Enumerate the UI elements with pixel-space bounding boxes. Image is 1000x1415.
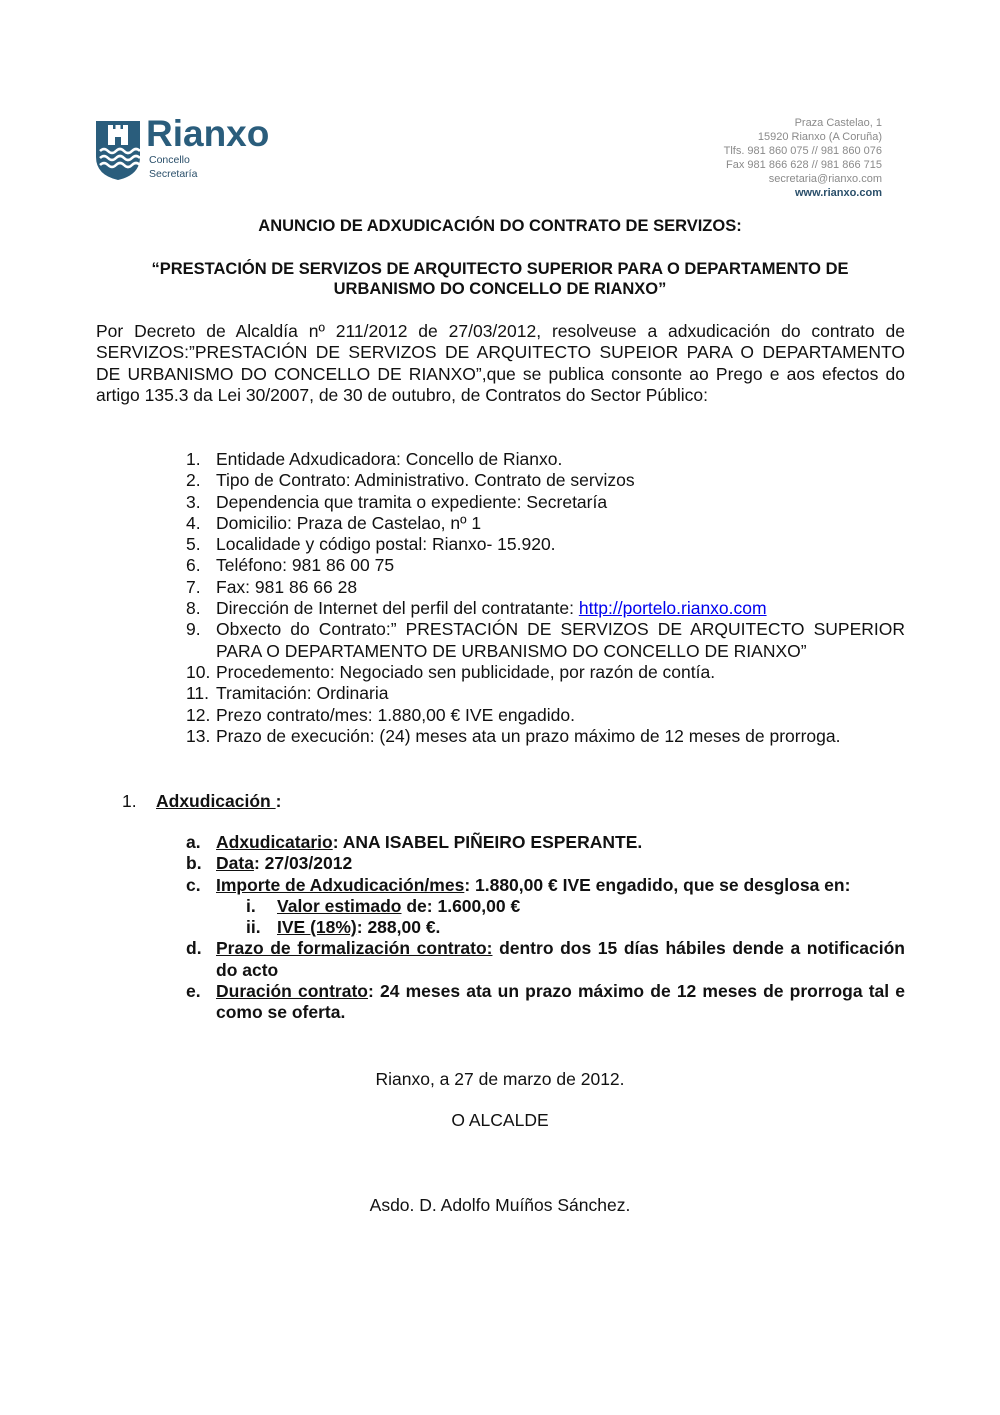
section-title [156, 791, 281, 812]
list-item [96, 662, 905, 683]
place-and-date: Rianxo, a 27 de marzo de 2012. [375, 1069, 625, 1089]
list-item-number: 7. [186, 576, 201, 597]
document-title: ANUNCIO DE ADXUDICACIÓN DO CONTRATO DE SERVIZOS: [258, 217, 742, 235]
list-item-number: 4. [186, 512, 201, 533]
detail-letter: e. [186, 981, 201, 1002]
mayor-title: O ALCALDE [451, 1110, 549, 1130]
section-colon: : [275, 791, 282, 811]
contract-title [96, 259, 904, 299]
rianxo-shield-icon [94, 119, 142, 181]
detail-letter: b. [186, 853, 202, 874]
detail-letter: d. [186, 938, 202, 959]
address-line: Praza Castelao, 1 [794, 117, 882, 129]
list-item-number: 12. [186, 704, 211, 725]
list-item [96, 726, 905, 747]
detail-value: dentro dos 15 días hábiles dende a notificación do acto [216, 938, 906, 980]
detail-label: Data [216, 853, 254, 874]
detail-letter: a. [186, 832, 201, 852]
detail-value: : 24 meses ata un prazo máximo de 12 meses de prorroga tal e como se oferta. [216, 981, 905, 1023]
detail-label: Prazo de formalización contrato: [216, 938, 493, 959]
list-item-text: Dependencia que tramita o expediente: Secretaría [216, 491, 608, 512]
detail-label: IVE (18%) [277, 917, 357, 938]
award-details [96, 832, 905, 1024]
list-item-number: 6. [186, 555, 201, 576]
detail-value: de: 1.600,00 € [401, 895, 521, 916]
list-item-text: Tipo de Contrato: Administrativo. Contrato de servizos [216, 470, 635, 491]
list-item [96, 449, 905, 470]
list-item-text: Domicilio: Praza de Castelao, nº 1 [216, 512, 482, 533]
list-item [96, 534, 905, 555]
list-item [96, 555, 905, 576]
detail-label: Valor estimado [277, 895, 402, 916]
concello-logo [94, 113, 314, 185]
list-item-text: Entidade Adxudicadora: Concello de Rianxo. [216, 449, 563, 469]
detail-roman: i. [246, 895, 256, 916]
list-item-number: 2. [186, 470, 201, 491]
detail-label: Importe de Adxudicación/mes [216, 874, 465, 895]
contract-info-list [96, 449, 905, 747]
logo-wordmark: Rianxo [146, 113, 270, 154]
list-item [96, 705, 905, 726]
detail-item-amount [96, 875, 905, 896]
list-item [96, 619, 905, 662]
detail-subitem-vat [96, 917, 905, 938]
list-item-number: 3. [186, 491, 201, 512]
list-item-text: Obxecto do Contrato:” PRESTACIÓN DE SERVIZOS DE ARQUITECTO SUPERIOR PARA O DEPARTAMENTO DE URBANISMO DO CONCELLO DE RIANXO” [216, 619, 905, 661]
logo-subtitle-secretaria: Secretaría [149, 168, 198, 180]
list-item-number: 8. [186, 598, 201, 619]
list-item-text: Localidade y código postal: Rianxo- 15.920. [216, 534, 556, 555]
detail-letter: c. [186, 874, 201, 895]
profile-url-link[interactable]: http://portelo.rianxo.com [578, 598, 767, 619]
list-item-text: Fax: 981 86 66 28 [216, 576, 358, 597]
logo-subtitle-concello: Concello [149, 154, 190, 166]
section-number: 1. [122, 791, 137, 811]
detail-item-awardee [96, 832, 905, 853]
list-item [96, 513, 905, 534]
list-item-text: Prazo de execución: (24) meses ata un prazo máximo de 12 meses de prorroga. [216, 725, 841, 746]
detail-item-formalization [96, 938, 905, 981]
list-item-text [216, 598, 905, 619]
contract-title-line: URBANISMO DO CONCELLO DE RIANXO” [333, 280, 667, 298]
detail-label: Adxudicatario [216, 832, 333, 852]
list-item-number: 11. [186, 683, 210, 704]
list-item [96, 492, 905, 513]
list-item-label: Dirección de Internet del perfil del contratante: [216, 598, 579, 619]
list-item [96, 470, 905, 491]
detail-label: Duración contrato [216, 981, 368, 1002]
phone-line: Tlfs. 981 860 075 // 981 860 076 [723, 145, 882, 157]
list-item [96, 577, 905, 598]
detail-value: : ANA ISABEL PIÑEIRO ESPERANTE. [332, 832, 643, 852]
address-line: 15920 Rianxo (A Coruña) [757, 131, 882, 143]
list-item [96, 598, 905, 619]
section-title-text: Adxudicación [156, 791, 276, 811]
detail-value: : 1.880,00 € IVE engadido, que se desglosa en: [464, 874, 851, 895]
list-item-text: Teléfono: 981 86 00 75 [216, 555, 395, 576]
list-item-number: 5. [186, 534, 201, 555]
detail-roman: ii. [246, 917, 261, 938]
list-item-number: 10. [186, 661, 211, 682]
list-item-number: 9. [186, 619, 201, 640]
website-link[interactable]: www.rianxo.com [794, 187, 882, 199]
list-item-number: 1. [186, 449, 201, 469]
detail-subitem-estimated-value [96, 896, 905, 917]
detail-item-date [96, 853, 905, 874]
fax-line: Fax 981 866 628 // 981 866 715 [726, 159, 882, 171]
address-block [724, 116, 882, 200]
list-item-text: Procedemento: Negociado sen publicidade, por razón de contía. [216, 661, 716, 682]
list-item [96, 683, 905, 704]
signature-line: Asdo. D. Adolfo Muíños Sánchez. [369, 1195, 631, 1215]
email-line: secretaria@rianxo.com [768, 173, 882, 185]
detail-item-duration [96, 981, 905, 1024]
list-item-text: Tramitación: Ordinaria [216, 683, 389, 704]
list-item-text: Prezo contrato/mes: 1.880,00 € IVE engadido. [216, 704, 575, 725]
contract-title-line: “PRESTACIÓN DE SERVIZOS DE ARQUITECTO SUPERIOR PARA O DEPARTAMENTO DE [151, 260, 849, 278]
detail-value: : 288,00 €. [356, 917, 441, 938]
detail-value: : 27/03/2012 [253, 853, 353, 874]
intro-paragraph: Por Decreto de Alcaldía nº 211/2012 de 27/03/2012, resolveuse a adxudicación do contrato de SERVIZOS:”PRESTACIÓN DE SERVIZOS DE ARQUITECTO SUPEIOR PARA O DEPARTAMENTO DE URBANISMO DO CONCELLO DE RIANXO”,que se publica consonte ao Prego e aos efectos do artigo 135.3 da Lei 30/2007, de 30 de outubro, de Contratos do Sector Público: [96, 321, 905, 405]
list-item-number: 13. [186, 725, 211, 746]
